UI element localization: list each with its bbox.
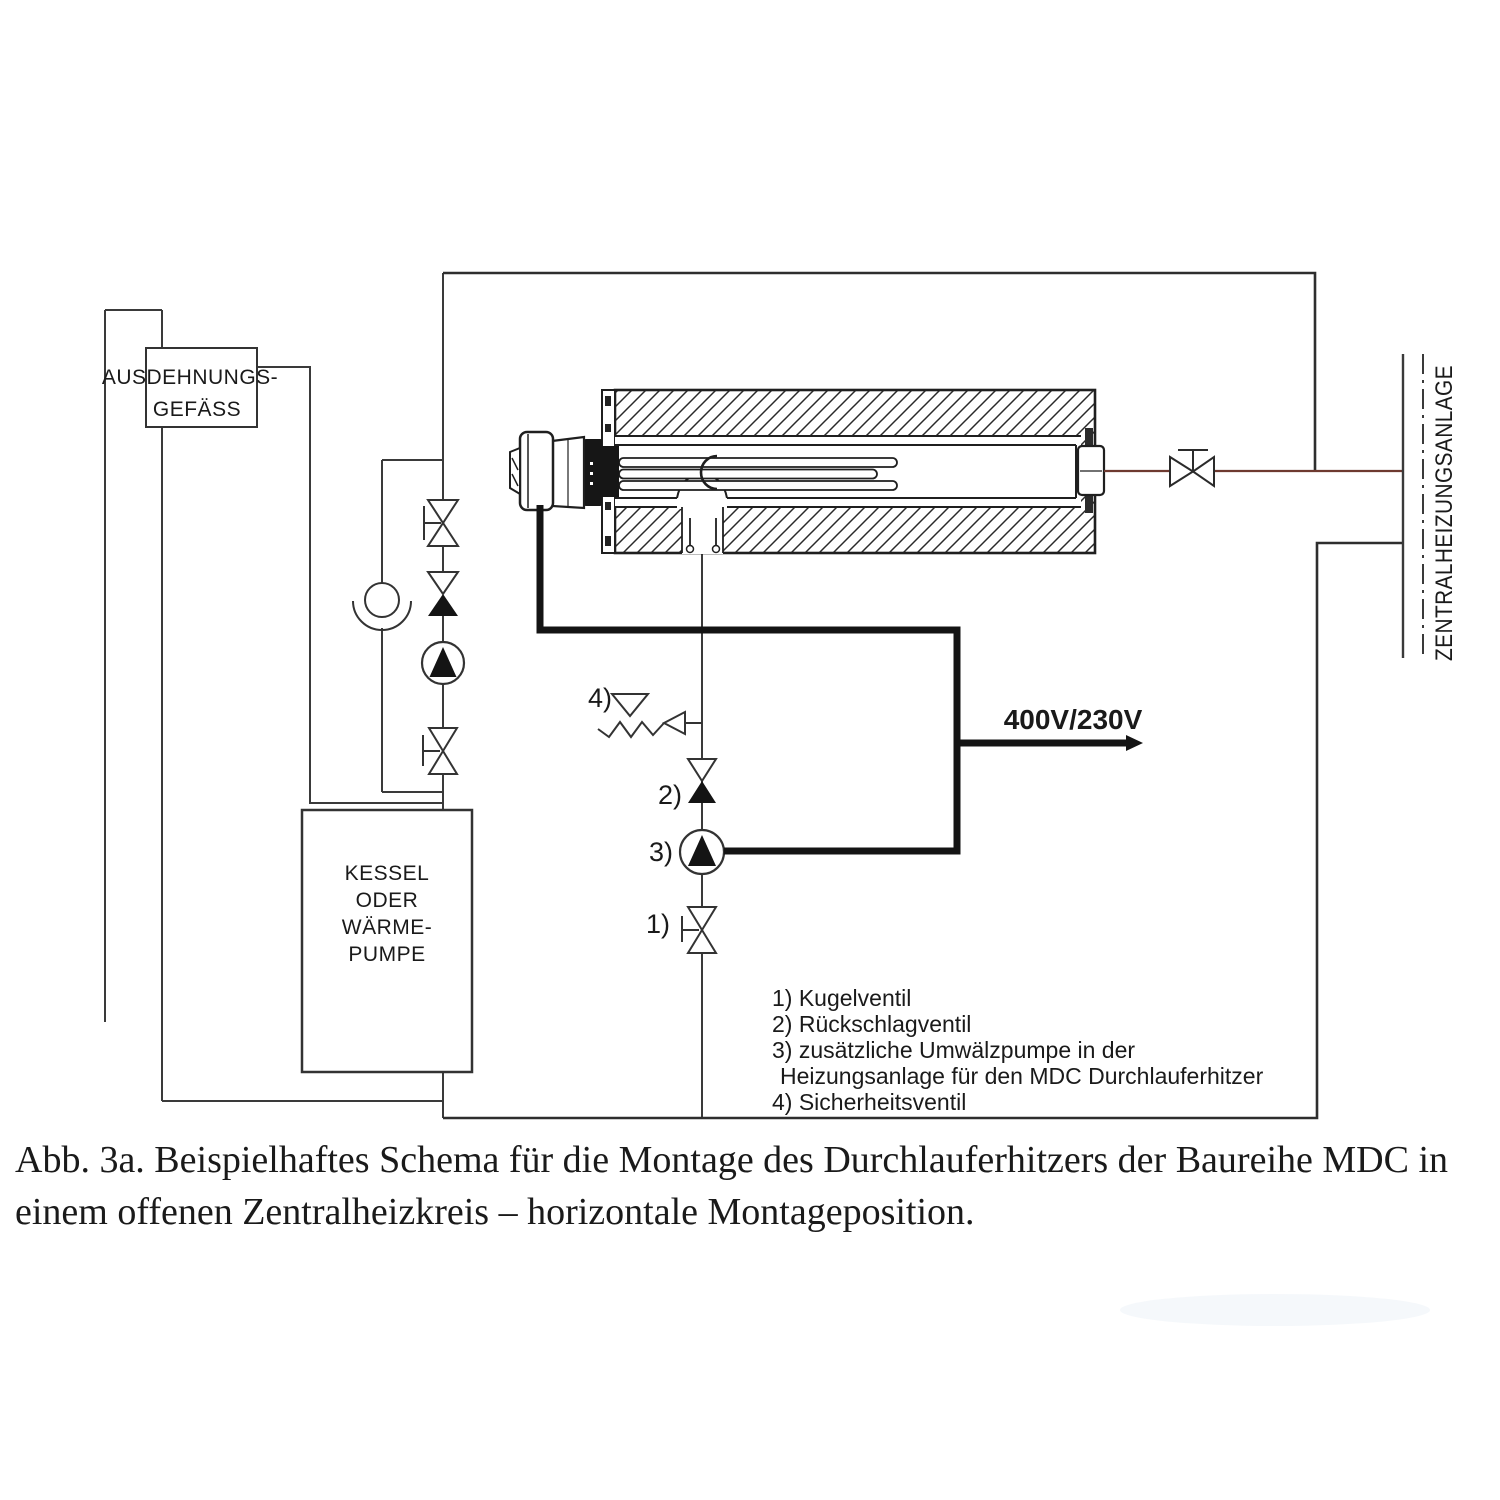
legend (772, 985, 1264, 1115)
legend-line-2: 2) Rückschlagventil (772, 1011, 972, 1037)
power-cable (540, 505, 1126, 851)
safety-valve-icon (598, 694, 702, 737)
open-vent-funnel-icon (353, 583, 411, 630)
pipe-vessel-to-boiler (257, 367, 443, 803)
legend-line-1: 1) Kugelventil (772, 985, 912, 1011)
heating-rods (619, 458, 897, 490)
flow-heater (510, 390, 1104, 554)
boiler-label-3: WÄRME- (341, 916, 433, 939)
boiler-label-4: PUMPE (348, 943, 426, 966)
boiler-rect (302, 810, 472, 1072)
expansion-vessel (102, 348, 278, 427)
callout-3: 3) (648, 837, 673, 867)
callout-2: 2) (657, 780, 682, 810)
boiler-label-1: KESSEL (344, 862, 430, 885)
pump-icon-left (422, 642, 464, 684)
central-heating-label: ZENTRALHEIZUNGSANLAGE (1431, 319, 1458, 661)
check-valve-icon-inlet (688, 759, 716, 803)
expansion-vessel-label-1: AUSDEHNUNGS- (101, 366, 279, 389)
callout-4: 4) (587, 683, 612, 713)
outlet-valve-icon (1170, 450, 1214, 486)
legend-line-3: 3) zusätzliche Umwälzpumpe in der (772, 1037, 1136, 1063)
legend-line-4: Heizungsanlage für den MDC Durchlauferhitzer (780, 1063, 1264, 1089)
boiler-box (302, 810, 472, 1072)
check-valve-icon-left (428, 572, 458, 616)
element-block (601, 446, 619, 497)
funnel-ball (365, 583, 399, 617)
supply-arrowhead (1126, 735, 1143, 751)
expansion-vessel-label-2: GEFÄSS (152, 398, 242, 421)
caption-line-2: einem offenen Zentralheizkreis – horizontale Montageposition. (15, 1191, 975, 1233)
voltage-label: 400V/230V (1003, 704, 1143, 735)
boiler-label-2: ODER (355, 889, 419, 912)
ball-valve-icon-inlet (682, 907, 716, 953)
faint-smudge (1120, 1294, 1430, 1326)
pump-icon-inlet (680, 830, 724, 874)
cable-run (540, 505, 957, 851)
inlet-line-components (680, 759, 724, 953)
ball-valve-icon-upper (424, 500, 458, 546)
head-clip (510, 448, 520, 494)
legend-line-5: 4) Sicherheitsventil (772, 1089, 967, 1115)
central-heating-bus (1403, 319, 1458, 661)
callout-1: 1) (645, 909, 670, 939)
heater-head (510, 432, 602, 510)
figure-caption (15, 1139, 1448, 1233)
ball-valve-icon-lower (423, 728, 457, 774)
caption-line-1: Abb. 3a. Beispielhaftes Schema für die Montage des Durchlauferhitzers der Baureihe MDC in (15, 1139, 1448, 1181)
